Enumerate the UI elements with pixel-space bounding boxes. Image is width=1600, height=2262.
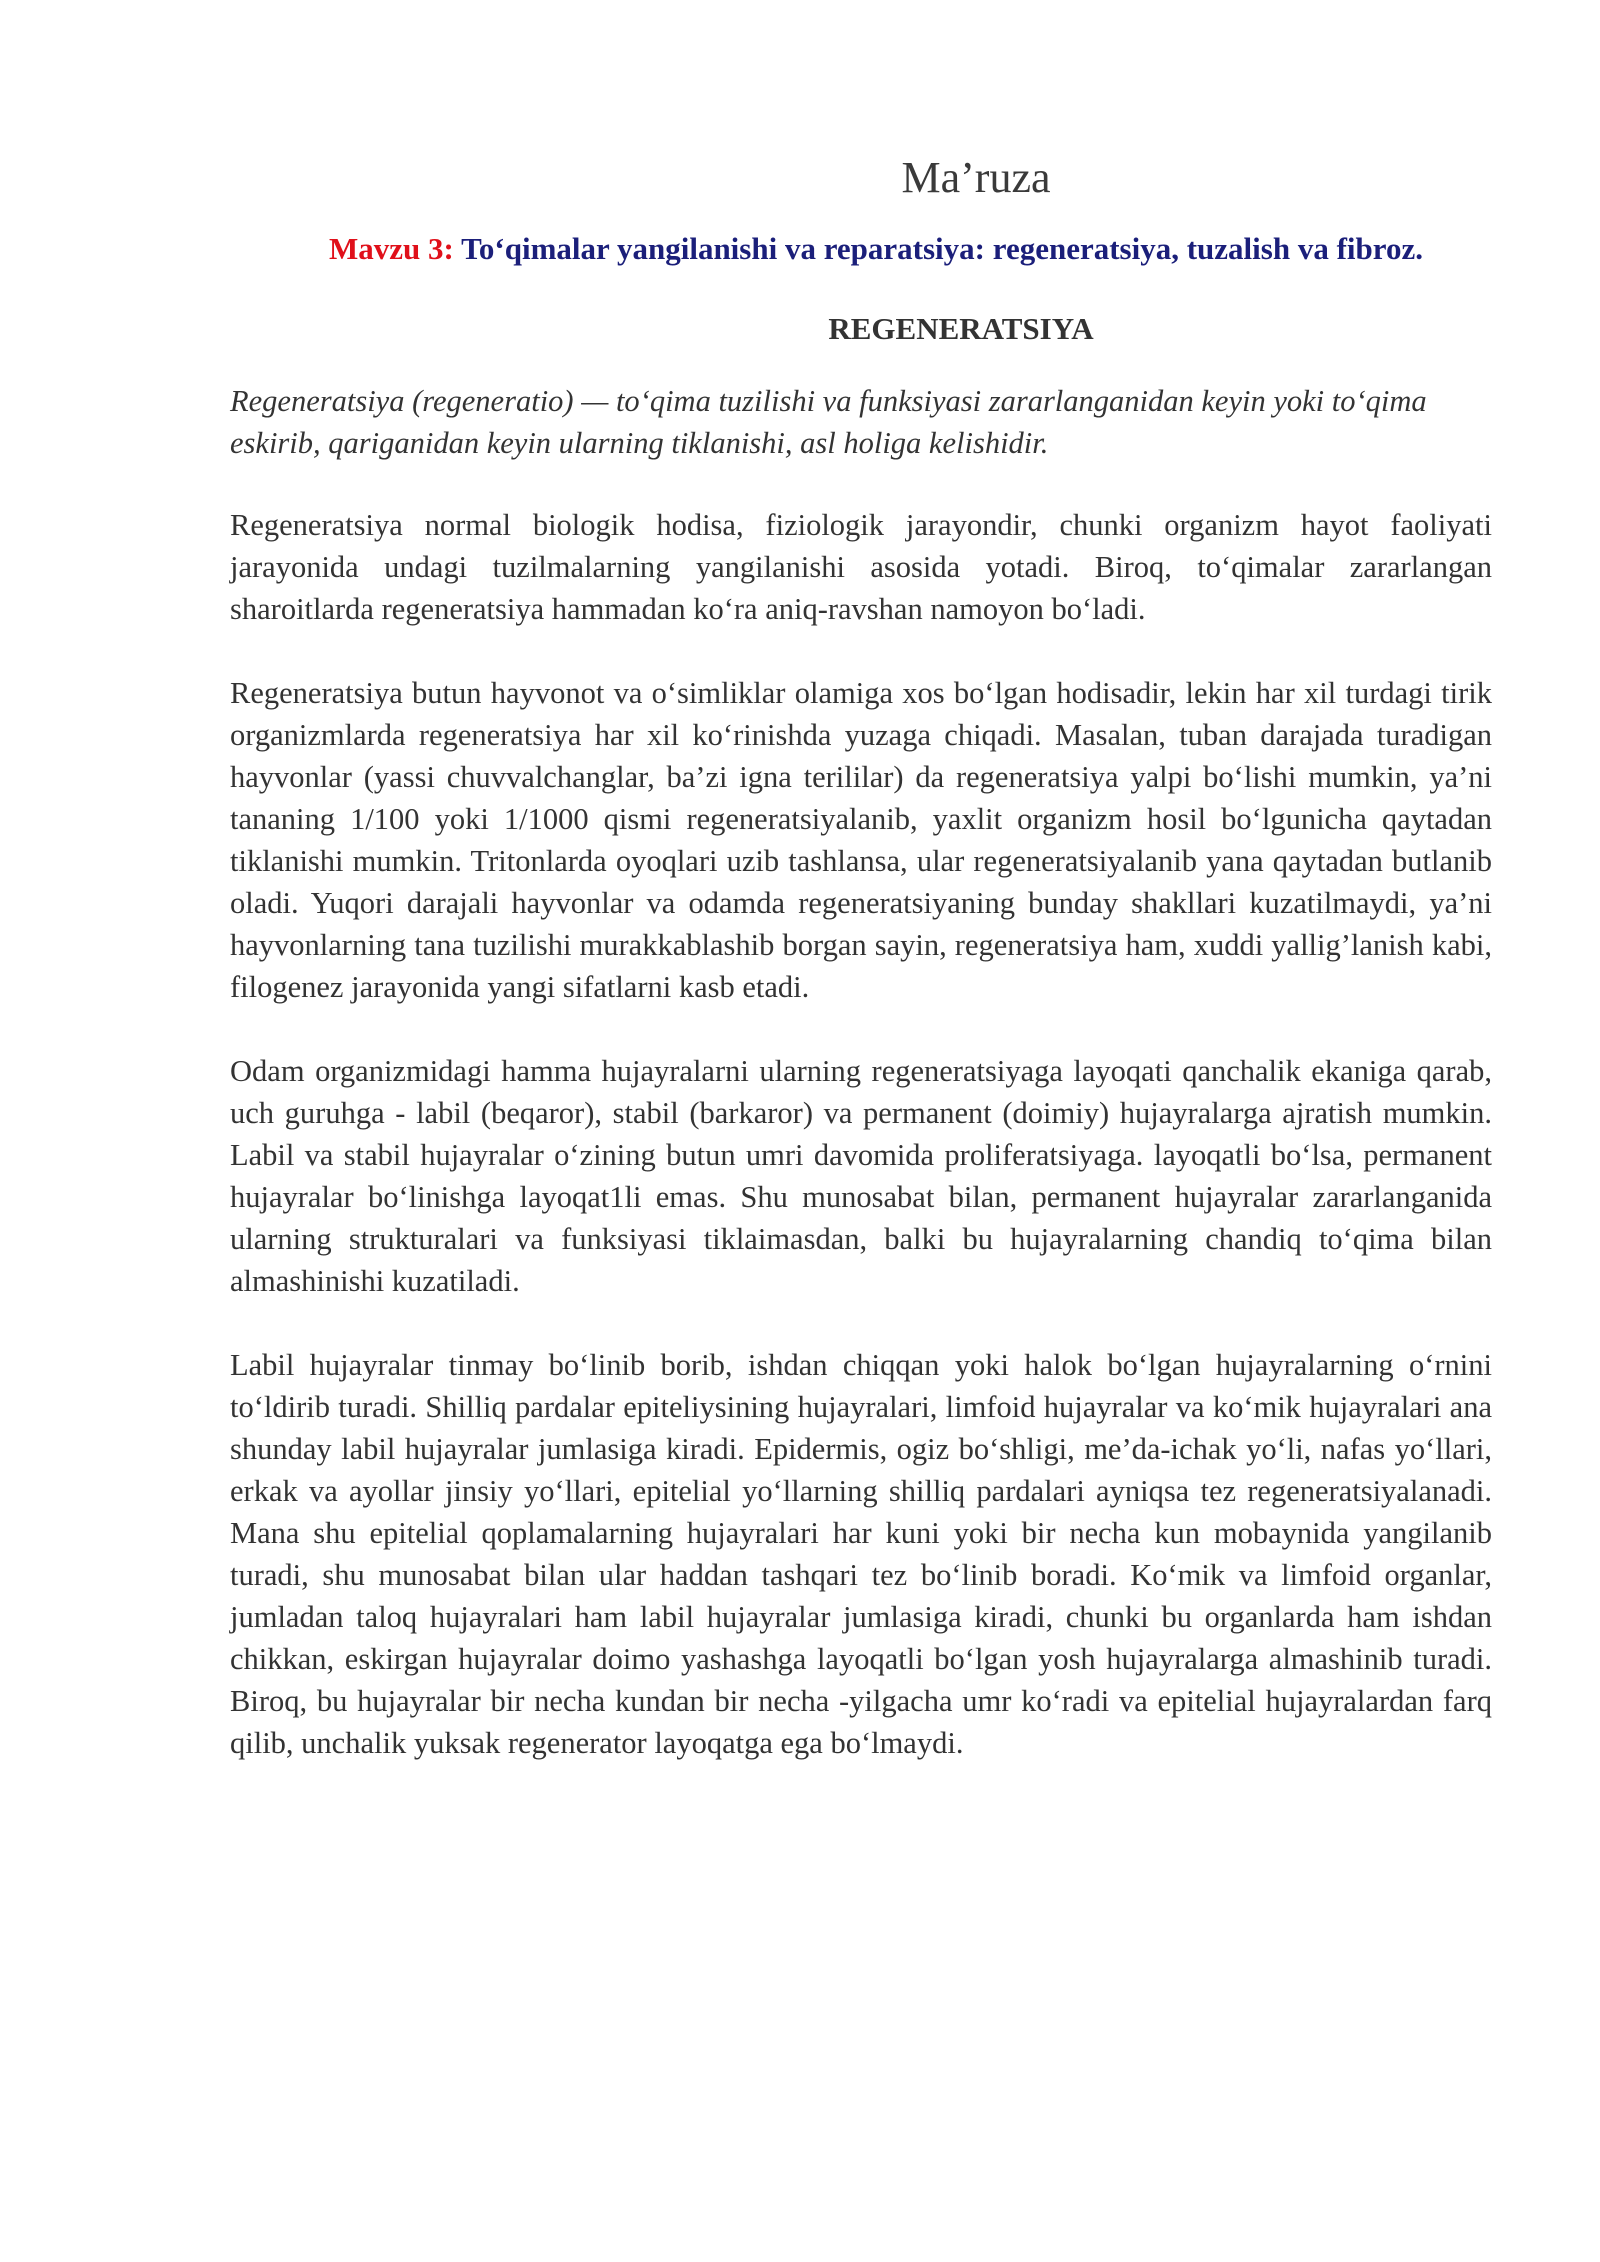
section-heading: REGENERATSIYA (828, 311, 1094, 346)
body-paragraph: Regeneratsiya butun hayvonot va o‘simliklar olamiga xos bo‘lgan hodisadir, lekin har xil turdagi tirik organizmlarda regeneratsiya har xil ko‘rinishda yuzaga chiqadi. Masalan, tuban darajada turadigan hayvonlar (yassi chuvvalchanglar, ba’zi igna terililar) da regeneratsiya yalpi bo‘lishi mumkin, ya’ni tananing 1/100 yoki 1/1000 qismi regeneratsiyalanib, yaxlit organizm hosil bo‘lgunicha qaytadan tiklanishi mumkin. Tritonlarda oyoqlari uzib tashlansa, ular regeneratsiyalanib yana qaytadan butlanib oladi. Yuqori darajali hayvonlar va odamda regeneratsiyaning bunday shakllari kuzatilmaydi, ya’ni hayvonlarning tana tuzilishi murakkablashib borgan sayin, regeneratsiya ham, xuddi yallig’lanish kabi, filogenez jarayonida yangi sifatlarni kasb etadi. (230, 676, 1492, 1004)
body-paragraph: Regeneratsiya normal biologik hodisa, fiziologik jarayondir, chunki organizm hayot faoliyati jarayonida undagi tuzilmalarning yangilanishi asosida yotadi. Biroq, to‘qimalar zararlangan sharoitlarda regeneratsiya hammadan ko‘ra aniq-ravshan namoyon bo‘ladi. (230, 508, 1492, 626)
topic-heading (260, 228, 1492, 270)
document-page (230, 150, 1492, 1806)
topic-prefix: Mavzu 3: (329, 231, 454, 266)
document-label: Ma’ruza (901, 153, 1051, 202)
body-paragraph: Odam organizmidagi hamma hujayralarni ularning regeneratsiyaga layoqati qanchalik ekaniga qarab, uch guruhga - labil (beqaror), stabil (barkaror) va permanent (doimiy) hujayralarga ajratish mumkin. Labil va stabil hujayralar o‘zining butun umri davomida proliferatsiyaga. layoqatli bo‘lsa, permanent hujayralar bo‘linishga layoqat1li emas. Shu munosabat bilan, permanent hujayralar zararlanganida ularning strukturalari va funksiyasi tiklaimasdan, balki bu hujayralarning chandiq to‘qima bilan almashinishi kuzatiladi. (230, 1054, 1492, 1298)
body-paragraph: Labil hujayralar tinmay bo‘linib borib, ishdan chiqqan yoki halok bo‘lgan hujayralarning o‘rnini to‘ldirib turadi. Shilliq pardalar epiteliysining hujayralari, limfoid hujayralar va ko‘mik hujayralari ana shunday labil hujayralar jumlasiga kiradi. Epidermis, ogiz bo‘shligi, me’da-ichak yo‘li, nafas yo‘llari, erkak va ayollar jinsiy yo‘llari, epitelial yo‘llarning shilliq pardalari ayniqsa tez regeneratsiyalanadi. Mana shu epitelial qoplamalarning hujayralari har kuni yoki bir necha kun mobaynida yangilanib turadi, shu munosabat bilan ular haddan tashqari tez bo‘linib boradi. Ko‘mik va limfoid organlar, jumladan taloq hujayralari ham labil hujayralar jumlasiga kiradi, chunki bu organlarda ham ishdan chikkan, eskirgan hujayralar doimo yashashga layoqatli bo‘lgan yosh hujayralarga almashinib turadi. Biroq, bu hujayralar bir necha kundan bir necha -yilgacha umr ko‘radi va epitelial hujayralardan farq qilib, unchalik yuksak regenerator layoqatga ega bo‘lmaydi. (230, 1348, 1492, 1760)
definition-paragraph: Regeneratsiya (regeneratio) — to‘qima tuzilishi va funksiyasi zararlanganidan keyin yoki to‘qima eskirib, qariganidan keyin ularning tiklanishi, asl holiga kelishidir. (230, 384, 1427, 460)
topic-title: To‘qimalar yangilanishi va reparatsiya: regeneratsiya, tuzalish va fibroz. (461, 231, 1423, 266)
